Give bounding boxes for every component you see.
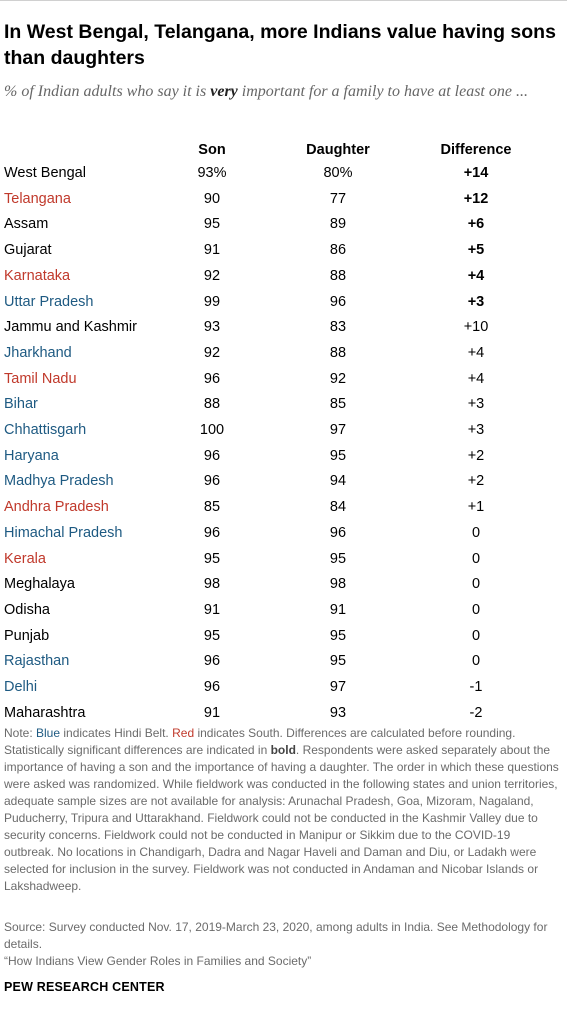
- daughter-value: 89: [329, 216, 347, 233]
- son-value: 96: [203, 679, 221, 695]
- daughter-value: 97: [329, 679, 347, 695]
- son-value: 91: [203, 242, 221, 259]
- table-row: [0, 215, 567, 239]
- son-value: 96: [203, 653, 221, 670]
- table-row: [0, 575, 567, 599]
- state-name: Karnataka: [4, 267, 71, 284]
- subtitle-pre: % of Indian adults who say it is: [4, 83, 211, 100]
- son-value: 85: [203, 499, 221, 516]
- son-value: 91: [203, 601, 221, 618]
- difference-value: 0: [471, 653, 481, 670]
- daughter-value: 88: [329, 344, 347, 361]
- son-value: 98: [203, 576, 221, 593]
- state-name: Madhya Pradesh: [4, 473, 114, 490]
- subtitle-post: important for a family to have at least one ...: [237, 83, 528, 100]
- difference-value: +3: [467, 293, 485, 310]
- state-name: Telangana: [4, 190, 71, 207]
- note-mid2: indicates South. Differences are calculated before rounding. Statistically significant differences are indicated in: [4, 726, 516, 757]
- state-name: Kerala: [4, 550, 46, 567]
- difference-value: +3: [467, 422, 485, 438]
- chart-source: [4, 919, 560, 970]
- difference-value: 0: [471, 601, 481, 618]
- table-row: [0, 678, 567, 702]
- chart-note: [4, 725, 560, 895]
- daughter-value: 84: [329, 499, 347, 516]
- difference-value: 0: [471, 524, 481, 541]
- daughter-value: 77: [329, 190, 347, 207]
- difference-value: +2: [467, 447, 485, 464]
- daughter-value: 80%: [323, 165, 353, 181]
- difference-value: +5: [467, 242, 485, 259]
- column-header-difference: Difference: [440, 142, 512, 158]
- daughter-value: 93: [329, 704, 347, 721]
- difference-value: +2: [467, 473, 485, 490]
- daughter-value: 86: [329, 242, 347, 259]
- state-name: Bihar: [4, 396, 38, 413]
- state-name: Chhattisgarh: [4, 422, 87, 438]
- table-row: [0, 267, 567, 291]
- state-name: Punjab: [4, 627, 50, 644]
- table-row: [0, 627, 567, 651]
- daughter-value: 95: [329, 447, 347, 464]
- daughter-value: 91: [329, 601, 347, 618]
- state-name: Maharashtra: [4, 704, 86, 721]
- table-row: [0, 652, 567, 676]
- difference-value: 0: [471, 550, 481, 567]
- son-value: 95: [203, 216, 221, 233]
- state-name: Assam: [4, 216, 49, 233]
- chart-subtitle: [4, 81, 559, 103]
- top-divider: [0, 0, 567, 1]
- difference-value: +10: [463, 319, 489, 336]
- state-name: Rajasthan: [4, 653, 70, 670]
- difference-value: +6: [467, 216, 485, 233]
- state-name: Meghalaya: [4, 576, 75, 593]
- daughter-value: 88: [329, 267, 347, 284]
- note-bold-word: bold: [270, 743, 296, 757]
- table-row: [0, 370, 567, 394]
- daughter-value: 95: [329, 627, 347, 644]
- state-name: West Bengal: [4, 165, 86, 181]
- difference-value: -2: [469, 704, 483, 721]
- state-name: Haryana: [4, 447, 59, 464]
- table-row: [0, 395, 567, 419]
- son-value: 93%: [197, 165, 227, 181]
- son-value: 95: [203, 627, 221, 644]
- difference-value: +4: [467, 267, 485, 284]
- table-row: [0, 472, 567, 496]
- source-line: Source: Survey conducted Nov. 17, 2019-March 23, 2020, among adults in India. See Methodology for details.: [4, 920, 548, 951]
- state-name: Uttar Pradesh: [4, 293, 94, 310]
- son-value: 96: [203, 524, 221, 541]
- table-row: [0, 447, 567, 471]
- subtitle-emphasis: very: [210, 83, 238, 100]
- table-row: [0, 498, 567, 522]
- son-value: 90: [203, 190, 221, 207]
- column-header-son: Son: [198, 142, 226, 158]
- difference-value: +4: [467, 370, 485, 387]
- son-value: 96: [203, 447, 221, 464]
- table-row: [0, 293, 567, 317]
- pew-logo: PEW RESEARCH CENTER: [4, 980, 165, 994]
- son-value: 92: [203, 344, 221, 361]
- son-value: 96: [203, 473, 221, 490]
- report-title: “How Indians View Gender Roles in Families and Society”: [4, 954, 312, 968]
- table-row: [0, 164, 567, 188]
- difference-value: +3: [467, 396, 485, 413]
- daughter-value: 94: [329, 473, 347, 490]
- table-row: [0, 318, 567, 342]
- daughter-value: 98: [329, 576, 347, 593]
- state-name: Tamil Nadu: [4, 370, 77, 387]
- difference-value: 0: [471, 627, 481, 644]
- table-row: [0, 524, 567, 548]
- difference-value: -1: [469, 679, 483, 695]
- note-mid1: indicates Hindi Belt.: [60, 726, 173, 740]
- son-value: 91: [203, 704, 221, 721]
- daughter-value: 97: [329, 422, 347, 438]
- difference-value: 0: [471, 576, 481, 593]
- state-name: Himachal Pradesh: [4, 524, 123, 541]
- note-prefix: Note:: [4, 726, 37, 740]
- table-row: [0, 190, 567, 214]
- state-name: Odisha: [4, 601, 50, 618]
- state-name: Delhi: [4, 679, 38, 695]
- daughter-value: 95: [329, 550, 347, 567]
- daughter-value: 96: [329, 524, 347, 541]
- state-name: Jammu and Kashmir: [4, 319, 137, 336]
- difference-value: +12: [463, 190, 489, 207]
- son-value: 92: [203, 267, 221, 284]
- daughter-value: 96: [329, 293, 347, 310]
- son-value: 93: [203, 319, 221, 336]
- note-blue-word: Blue: [36, 726, 61, 740]
- daughter-value: 95: [329, 653, 347, 670]
- son-value: 95: [203, 550, 221, 567]
- table-row: [0, 241, 567, 265]
- son-value: 100: [199, 422, 225, 438]
- state-name: Andhra Pradesh: [4, 499, 109, 516]
- column-header-daughter: Daughter: [306, 142, 370, 158]
- daughter-value: 92: [329, 370, 347, 387]
- state-name: Gujarat: [4, 242, 52, 259]
- son-value: 99: [203, 293, 221, 310]
- table-row: [0, 601, 567, 625]
- difference-value: +1: [467, 499, 485, 516]
- son-value: 96: [203, 370, 221, 387]
- daughter-value: 85: [329, 396, 347, 413]
- difference-value: +4: [467, 344, 485, 361]
- daughter-value: 83: [329, 319, 347, 336]
- table-row: [0, 344, 567, 368]
- table-row: [0, 550, 567, 574]
- note-rest: . Respondents were asked separately about the importance of having a son and the importance of having a daughter. The order in which these questions were asked was randomized. While fieldwork was conducted in the following states and union territories, adequate sample sizes are not available for analysis: Arunachal Pradesh, Goa, Mizoram, Nagaland, Puducherry, Tripura and Uttarakhand. Fieldwork could not be conducted in the Kashmir Valley due to security concerns. Fieldwork could not be conducted in Manipur or Sikkim due to the COVID-19 outbreak. No locations in Chandigarh, Dadra and Nagar Haveli and Daman and Diu, or Ladakh were selected for inclusion in the survey. Fieldwork was not conducted in Andaman and Nicobar Islands or Lakshadweep.: [4, 743, 559, 893]
- state-name: Jharkhand: [4, 344, 72, 361]
- difference-value: +14: [463, 165, 489, 181]
- note-red-word: Red: [172, 726, 195, 740]
- chart-title: In West Bengal, Telangana, more Indians value having sons than daughters: [4, 21, 556, 69]
- table-row: [0, 421, 567, 445]
- son-value: 88: [203, 396, 221, 413]
